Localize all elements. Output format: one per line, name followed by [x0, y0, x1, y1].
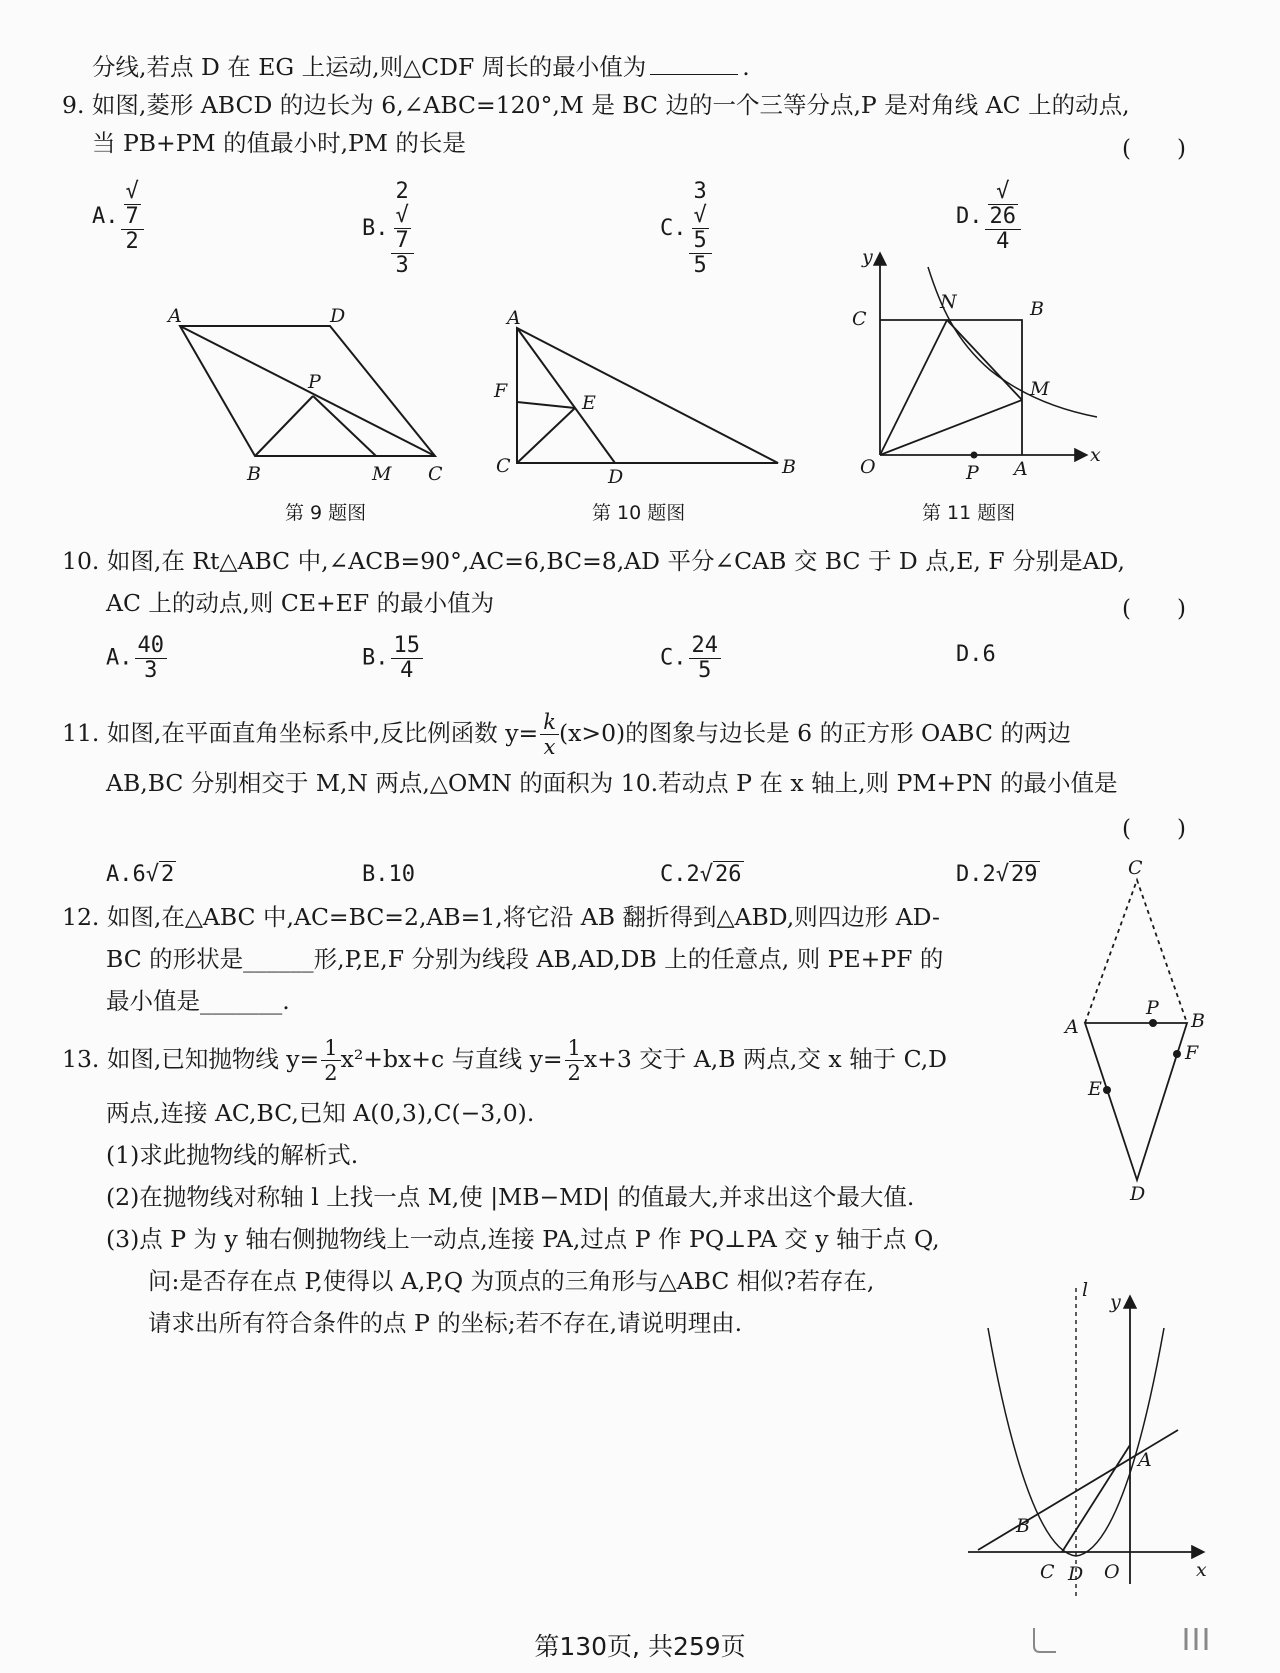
fig10-label-c: C — [496, 455, 511, 477]
q9-b-coef: 2 — [395, 179, 409, 204]
fig13-label-b: B — [1016, 1515, 1030, 1537]
fig12-label-p: P — [1146, 997, 1159, 1019]
q9-option-d-label: D. — [956, 204, 983, 229]
q9-option-c-label: C. — [660, 216, 687, 241]
q11-option-c: C.2√26 — [660, 862, 742, 887]
q10-line1: 10. 如图,在 Rt△ABC 中,∠ACB=90°,AC=6,BC=8,AD 平分∠CAB 交 BC 于 D 点,E, F 分别是AD, — [62, 547, 1126, 575]
fig13-label-c: C — [1040, 1561, 1055, 1583]
q11-frac-num: k — [540, 710, 559, 735]
q10-option-a — [106, 634, 167, 683]
figure-10 — [490, 300, 810, 490]
fig12-label-c: C — [1128, 857, 1143, 879]
fig10-label-d: D — [608, 466, 624, 488]
q10-c-den: 5 — [698, 658, 712, 683]
fig13-label-a: A — [1138, 1449, 1152, 1471]
fig13-label-x: x — [1196, 1559, 1207, 1581]
scanner-mark-icon — [1030, 1618, 1060, 1658]
q9-paren: ( ) — [1122, 136, 1186, 162]
q13-line1-a: 13. 如图,已知抛物线 y= — [62, 1045, 320, 1073]
q9-c-coef: 3 — [693, 179, 707, 204]
fig11-label-b: B — [1030, 298, 1044, 320]
q9-c-rad: 5 — [693, 228, 707, 253]
fig10-label-a: A — [507, 307, 521, 329]
figure-13 — [968, 1278, 1218, 1608]
top-line-end: . — [742, 53, 750, 81]
q9-b-rad: 7 — [395, 228, 409, 253]
answer-blank — [650, 52, 738, 75]
q9-d-rad: 26 — [989, 204, 1016, 229]
fig10-caption: 第 10 题图 — [592, 502, 686, 524]
q13-part3-line2: 问:是否存在点 P,使得以 A,P,Q 为顶点的三角形与△ABC 相似?若存在, — [148, 1267, 875, 1295]
fig13-label-d: D — [1068, 1563, 1084, 1585]
q11-option-b — [362, 862, 415, 887]
q11-c-coef: 2 — [686, 862, 700, 887]
q10-option-c — [660, 634, 721, 683]
q10-option-b-label: B. — [362, 645, 389, 671]
q13-part3-line1: (3)点 P 为 y 轴右侧抛物线上一动点,连接 PA,过点 P 作 PQ⊥PA 交 y 轴于点 Q, — [106, 1225, 940, 1253]
top-line-text: 分线,若点 D 在 EG 上运动,则△CDF 周长的最小值为 — [92, 53, 647, 81]
q12-line2: BC 的形状是______形,P,E,F 分别为线段 AB,AD,DB 上的任意点, 则 PE+PF 的 — [106, 945, 944, 973]
q9-option-a: A. √ 7 2 — [92, 180, 144, 254]
fig13-label-o: O — [1104, 1561, 1120, 1583]
fig9-label-c: C — [428, 463, 443, 485]
q10-option-c-label: C. — [660, 645, 687, 671]
q9-option-b: B. 2 √ 7 3 — [362, 180, 414, 278]
q13-part1: (1)求此抛物线的解析式. — [106, 1141, 359, 1169]
q10-a-num: 40 — [135, 634, 168, 659]
q13-half-den-2: 2 — [567, 1061, 581, 1085]
q10-line2: AC 上的动点,则 CE+EF 的最小值为 — [106, 589, 495, 617]
q9-option-a-label: A. — [92, 204, 119, 229]
q11-a-rad: 2 — [161, 862, 175, 887]
q10-d-value: 6 — [982, 642, 996, 667]
q10-b-num: 15 — [391, 634, 424, 659]
fig11-label-o: O — [860, 456, 876, 478]
fig12-label-b: B — [1191, 1010, 1205, 1032]
fig9-label-m: M — [372, 463, 392, 485]
fig9-label-d: D — [330, 305, 346, 327]
fig12-label-d: D — [1130, 1183, 1146, 1205]
q11-b-value: 10 — [388, 862, 415, 887]
q13-half-num-1: 1 — [321, 1036, 340, 1061]
q11-frac-den: x — [543, 735, 556, 759]
q11-option-b-label: B. — [362, 862, 389, 887]
q11-a-coef: 6 — [132, 862, 146, 887]
fig11-caption: 第 11 题图 — [922, 502, 1016, 524]
fig13-label-l: l — [1082, 1279, 1089, 1301]
q9-c-den: 5 — [693, 253, 707, 278]
q9-a-rad: 7 — [125, 204, 139, 229]
fig11-label-c: C — [852, 308, 867, 330]
fig9-label-p: P — [308, 371, 321, 393]
q13-half-num-2: 1 — [565, 1036, 584, 1061]
fig11-label-x: x — [1090, 444, 1101, 466]
q11-line1-b: (x>0)的图象与边长是 6 的正方形 OABC 的两边 — [558, 719, 1071, 747]
scanner-bars-icon — [1180, 1618, 1240, 1658]
q13-line1 — [62, 1036, 947, 1085]
fig11-label-p: P — [966, 462, 979, 484]
q9-a-den: 2 — [125, 229, 139, 254]
q10-option-d — [956, 642, 996, 667]
q13-line1-c: x+3 交于 A,B 两点,交 x 轴于 C,D — [583, 1045, 948, 1073]
q13-half-den-1: 2 — [324, 1061, 338, 1085]
q11-c-rad: 26 — [715, 862, 742, 887]
q9-line2: 当 PB+PM 的值最小时,PM 的长是 — [92, 129, 466, 157]
q13-line1-b: x²+bx+c 与直线 y= — [340, 1045, 563, 1073]
q11-line1-a: 11. 如图,在平面直角坐标系中,反比例函数 y= — [62, 719, 539, 747]
q12-line1: 12. 如图,在△ABC 中,AC=BC=2,AB=1,将它沿 AB 翻折得到△ABD,则四边形 AD- — [62, 903, 940, 931]
fig10-label-b: B — [782, 456, 796, 478]
q13-part2: (2)在抛物线对称轴 l 上找一点 M,使 |MB−MD| 的值最大,并求出这个最大值. — [106, 1183, 915, 1211]
q11-d-coef: 2 — [982, 862, 996, 887]
q10-option-a-label: A. — [106, 645, 133, 671]
q11-option-c-label: C. — [660, 862, 687, 887]
top-line — [92, 52, 750, 82]
fig13-label-y: y — [1110, 1291, 1121, 1313]
q11-line2: AB,BC 分别相交于 M,N 两点,△OMN 的面积为 10.若动点 P 在 x 轴上,则 PM+PN 的最小值是 — [106, 769, 1118, 797]
q9-option-b-label: B. — [362, 216, 389, 241]
q9-line1: 9. 如图,菱形 ABCD 的边长为 6,∠ABC=120°,M 是 BC 边的一个三等分点,P 是对角线 AC 上的动点, — [62, 91, 1130, 119]
q11-paren: ( ) — [1122, 816, 1186, 842]
fig9-caption: 第 9 题图 — [285, 502, 367, 524]
figure-11 — [840, 245, 1115, 495]
q10-c-num: 24 — [689, 634, 722, 659]
q9-option-c: C. 3 √ 5 5 — [660, 180, 712, 278]
q13-part3-line3: 请求出所有符合条件的点 P 的坐标;若不存在,请说明理由. — [148, 1309, 743, 1337]
q11-option-a: A.6√2 — [106, 862, 175, 887]
q11-line1 — [62, 710, 1071, 759]
page-footer: 第130页, 共259页 — [534, 1632, 746, 1661]
q11-option-a-label: A. — [106, 862, 133, 887]
q9-b-den: 3 — [395, 253, 409, 278]
q10-option-d-label: D. — [956, 642, 983, 667]
q10-a-den: 3 — [144, 658, 158, 683]
q11-d-rad: 29 — [1011, 862, 1038, 887]
q9-option-d: D. √ 26 4 — [956, 180, 1021, 254]
fig10-label-f: F — [494, 380, 508, 402]
figure-12 — [1060, 858, 1210, 1210]
fig12-label-e: E — [1088, 1078, 1102, 1100]
fig11-label-m: M — [1030, 378, 1050, 400]
fig10-label-e: E — [582, 392, 596, 414]
figure-9 — [150, 300, 460, 490]
q10-b-den: 4 — [400, 658, 414, 683]
fig9-label-a: A — [168, 305, 182, 327]
fig11-label-y: y — [862, 246, 873, 268]
q11-option-d-label: D. — [956, 862, 983, 887]
fig11-label-a: A — [1014, 458, 1028, 480]
fig12-label-f: F — [1185, 1042, 1199, 1064]
q12-line3: 最小值是_______. — [106, 987, 290, 1015]
fig12-label-a: A — [1065, 1016, 1079, 1038]
q9-d-den: 4 — [996, 229, 1010, 254]
q11-option-d: D.2√29 — [956, 862, 1038, 887]
q13-line2: 两点,连接 AC,BC,已知 A(0,3),C(−3,0). — [106, 1099, 535, 1127]
fig9-label-b: B — [247, 463, 261, 485]
q10-paren: ( ) — [1122, 596, 1186, 622]
fig11-label-n: N — [940, 291, 957, 313]
q10-option-b — [362, 634, 423, 683]
